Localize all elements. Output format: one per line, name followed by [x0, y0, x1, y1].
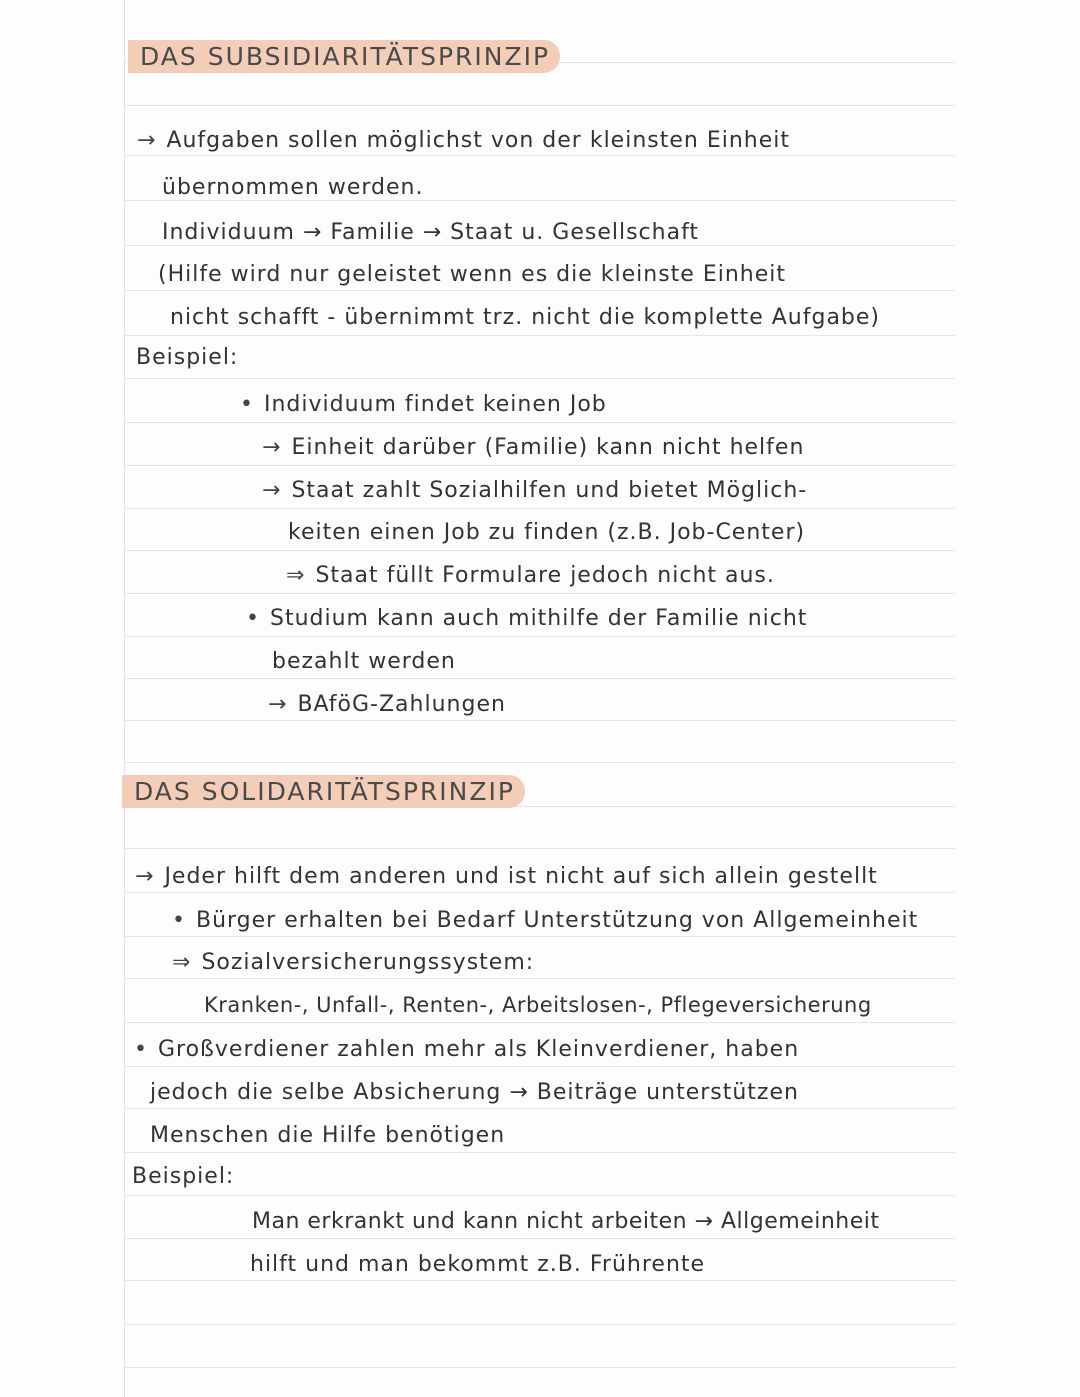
ruled-line [125, 422, 955, 423]
note-line: → Einheit darüber (Familie) kann nicht helfen [262, 435, 805, 460]
ruled-line [125, 1022, 955, 1023]
margin-line [124, 0, 125, 1397]
arrow-icon: → [262, 478, 282, 503]
ruled-line [125, 1238, 955, 1239]
note-line: Man erkrankt und kann nicht arbeiten → Allgemeinheit [252, 1209, 880, 1234]
arrow-icon: → [268, 692, 288, 717]
ruled-line [125, 892, 955, 893]
bullet-icon: • [246, 606, 260, 631]
note-line: → Aufgaben sollen möglichst von der kleinsten Einheit [137, 128, 791, 153]
note-line: • Bürger erhalten bei Bedarf Unterstützung von Allgemeinheit [172, 908, 919, 933]
ruled-line [125, 1195, 955, 1196]
note-line: • Studium kann auch mithilfe der Familie nicht [246, 606, 808, 631]
ruled-line [125, 378, 955, 379]
note-line: nicht schafft - übernimmt trz. nicht die komplette Aufgabe) [170, 305, 881, 330]
note-line: ⇒ Sozialversicherungssystem: [172, 950, 535, 975]
ruled-line [125, 936, 955, 937]
note-line: → Jeder hilft dem anderen und ist nicht auf sich allein gestellt [135, 864, 878, 889]
ruled-line [125, 508, 955, 509]
note-line: → Staat zahlt Sozialhilfen und bietet Möglich- [262, 478, 808, 503]
ruled-line [125, 720, 955, 721]
bullet-icon: • [172, 908, 186, 933]
ruled-line [125, 593, 955, 594]
ruled-line [125, 105, 955, 106]
ruled-line [125, 848, 955, 849]
note-line: übernommen werden. [162, 175, 424, 200]
ruled-line [125, 550, 955, 551]
example-label: Beispiel: [136, 345, 239, 370]
note-line: Menschen die Hilfe benötigen [150, 1123, 506, 1148]
note-line: Individuum → Familie → Staat u. Gesellschaft [162, 220, 700, 245]
arrow-icon: → [137, 128, 157, 153]
ruled-line [125, 678, 955, 679]
ruled-line [125, 1367, 955, 1368]
section-title-subsidiarity: DAS SUBSIDIARITÄTSPRINZIP [128, 40, 560, 73]
note-line: • Individuum findet keinen Job [240, 392, 607, 417]
arrow-icon: → [135, 864, 155, 889]
bullet-icon: • [134, 1037, 148, 1062]
note-line: (Hilfe wird nur geleistet wenn es die kleinste Einheit [158, 262, 787, 287]
section-title-solidarity: DAS SOLIDARITÄTSPRINZIP [122, 775, 525, 808]
ruled-line [125, 465, 955, 466]
ruled-line [125, 1280, 955, 1281]
note-line: keiten einen Job zu finden (z.B. Job-Center) [288, 520, 806, 545]
note-line: • Großverdiener zahlen mehr als Kleinverdiener, haben [134, 1037, 800, 1062]
ruled-line [125, 1066, 955, 1067]
ruled-line [125, 1108, 955, 1109]
note-line: bezahlt werden [272, 649, 456, 674]
double-arrow-icon: ⇒ [172, 950, 192, 975]
note-line: jedoch die selbe Absicherung → Beiträge unterstützen [150, 1080, 799, 1105]
ruled-line [125, 155, 955, 156]
double-arrow-icon: ⇒ [286, 563, 306, 588]
note-line: ⇒ Staat füllt Formulare jedoch nicht aus. [286, 563, 775, 588]
example-label: Beispiel: [132, 1164, 235, 1189]
ruled-line [125, 245, 955, 246]
note-line: → BAföG-Zahlungen [268, 692, 506, 717]
bullet-icon: • [240, 392, 254, 417]
note-line: hilft und man bekommt z.B. Frührente [250, 1252, 706, 1277]
note-line: Kranken-, Unfall-, Renten-, Arbeitslosen-, Pflegeversicherung [204, 993, 872, 1017]
ruled-line [125, 290, 955, 291]
arrow-icon: → [262, 435, 282, 460]
ruled-line [125, 335, 955, 336]
ruled-line [125, 200, 955, 201]
ruled-line [125, 978, 955, 979]
ruled-line [125, 636, 955, 637]
ruled-line [125, 762, 955, 763]
ruled-line [125, 1324, 955, 1325]
ruled-line [125, 1152, 955, 1153]
